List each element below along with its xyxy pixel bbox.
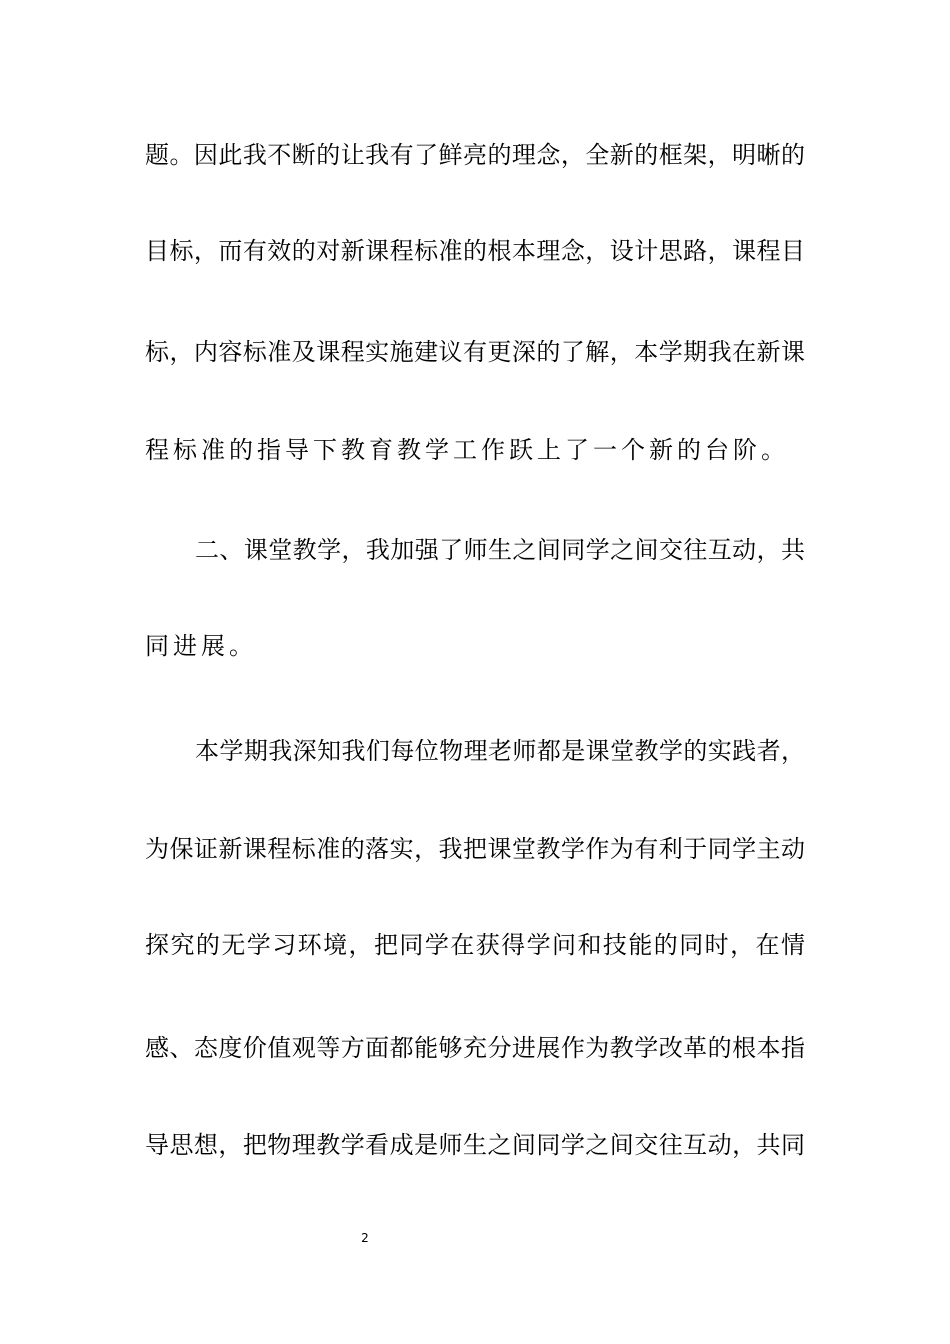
paragraph-line: 本学期我深知我们每位物理老师都是课堂教学的实践者， (195, 737, 805, 765)
section-heading-line: 同进展。 (145, 632, 257, 660)
paragraph-line: 为保证新课程标准的落实，我把课堂教学作为有利于同学主动 (145, 835, 805, 863)
paragraph-line: 题。因此我不断的让我有了鲜亮的理念，全新的框架，明晰的 (145, 141, 805, 169)
paragraph-line: 标，内容标准及课程实施建议有更深的了解，本学期我在新课 (145, 338, 805, 366)
paragraph-line: 探究的无学习环境，把同学在获得学问和技能的同时，在情 (145, 931, 805, 959)
paragraph-line: 程标准的指导下教育教学工作跃上了一个新的台阶。 (145, 436, 789, 464)
paragraph-line: 导思想，把物理教学看成是师生之间同学之间交往互动，共同 (145, 1131, 805, 1159)
paragraph-line: 感、态度价值观等方面都能够充分进展作为教学改革的根本指 (145, 1034, 805, 1062)
page-number: 2 (361, 1231, 369, 1245)
section-heading-line: 二、课堂教学，我加强了师生之间同学之间交往互动，共 (195, 536, 805, 564)
paragraph-line: 目标，而有效的对新课程标准的根本理念，设计思路，课程目 (145, 237, 805, 265)
